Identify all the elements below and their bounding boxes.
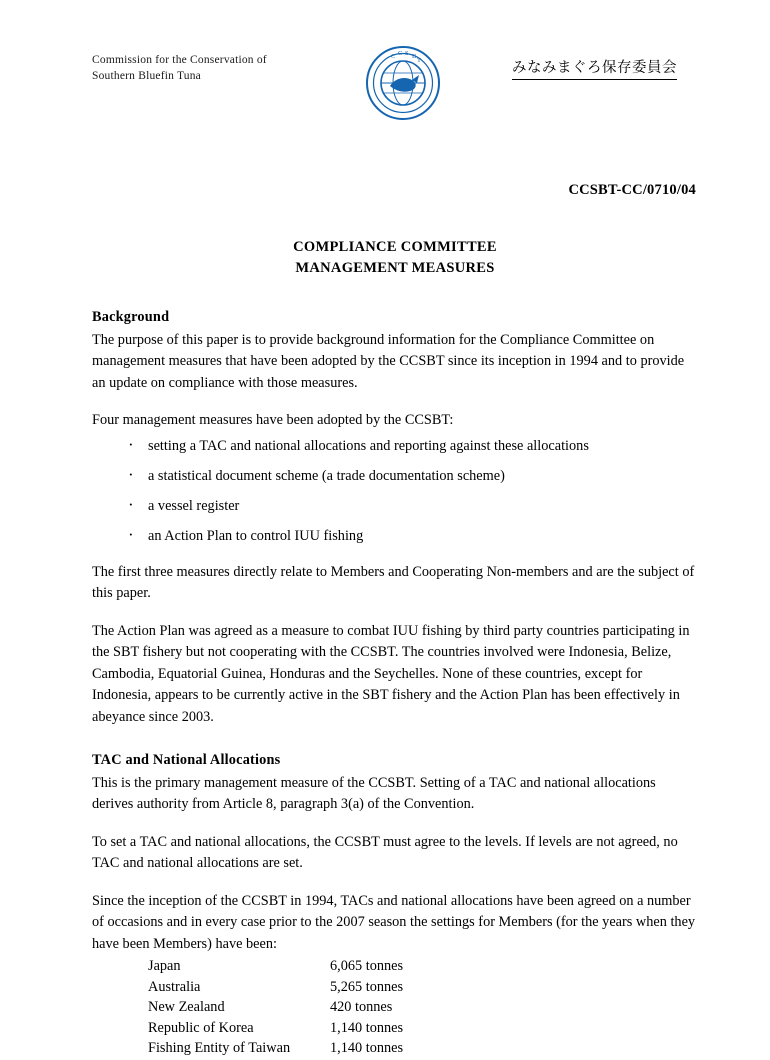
- tac-paragraph-1: This is the primary management measure of the CCSBT. Setting of a TAC and national allocations derives authority from Article 8, paragraph 3(a) of the Convention.: [92, 774, 656, 812]
- allocation-amount: 1,140 tonnes: [330, 1040, 404, 1056]
- document-code: CCSBT-CC/0710/04: [568, 182, 696, 198]
- table-row: [148, 978, 403, 999]
- document-header: [92, 44, 698, 126]
- organisation-name-line2: Southern Bluefin Tuna: [92, 70, 201, 82]
- background-paragraph-4: The Action Plan was agreed as a measure to combat IUU fishing by third party countries participating in the SBT fishery but not cooperating with the CCSBT. The countries involved were Indonesia, Belize, Cambodia, Equatorial Guinea, Honduras and the Seychelles. None of these countries, except for Indonesia, appears to be currently active in the SBT fishery and the Action Plan has been effectively in abeyance since 2003.: [92, 622, 690, 725]
- allocation-amount: 1,140 tonnes: [330, 1019, 404, 1036]
- management-measures-list: [92, 436, 698, 546]
- allocation-amount: 420 tonnes: [330, 999, 393, 1015]
- section-heading-tac: TAC and National Allocations: [92, 752, 281, 768]
- ccsbt-globe-logo-icon: [364, 44, 442, 122]
- tac-paragraph-2: To set a TAC and national allocations, the CCSBT must agree to the levels. If levels are not agreed, no TAC and national allocations are set.: [92, 833, 678, 871]
- allocation-country: Australia: [148, 978, 201, 995]
- svg-text:C: C: [391, 53, 396, 60]
- allocation-country: New Zealand: [148, 999, 225, 1015]
- table-row: [148, 1019, 403, 1040]
- allocation-country: Fishing Entity of Taiwan: [148, 1040, 291, 1056]
- background-paragraph-3: The first three measures directly relate to Members and Cooperating Non-members and are the subject of this paper.: [92, 563, 695, 601]
- document-title-line2: MANAGEMENT MEASURES: [295, 260, 495, 276]
- national-allocations-table: [148, 957, 403, 1060]
- table-row: [148, 1039, 403, 1060]
- list-item: · a vessel register: [92, 496, 698, 516]
- document-body: [92, 307, 698, 1060]
- svg-text:T: T: [417, 57, 421, 64]
- allocation-amount: 6,065 tonnes: [330, 958, 404, 974]
- section-heading-background: Background: [92, 309, 170, 325]
- table-row: [148, 957, 403, 978]
- svg-text:S: S: [405, 50, 409, 57]
- allocation-country: Japan: [148, 958, 181, 974]
- allocation-amount: 5,265 tonnes: [330, 978, 404, 995]
- allocation-country: Republic of Korea: [148, 1019, 254, 1036]
- svg-text:B: B: [412, 53, 417, 60]
- japanese-organisation-title: みなみまぐろ保存委員会: [512, 56, 677, 80]
- background-paragraph-1: The purpose of this paper is to provide background information for the Compliance Committee on management measures that have been adopted by the CCSBT since its inception in 1994 and to provide an update on compliance with those measures.: [92, 331, 685, 391]
- document-title: [92, 237, 698, 279]
- table-row: [148, 998, 403, 1019]
- svg-text:C: C: [398, 50, 403, 57]
- background-paragraph-2: Four management measures have been adopted by the CCSBT:: [92, 412, 454, 428]
- tac-paragraph-3: Since the inception of the CCSBT in 1994, TACs and national allocations have been agreed on a number of occasions and in every case prior to the 2007 season the settings for Members (for the years when they have been Members) have been:: [92, 892, 696, 952]
- document-title-line1: COMPLIANCE COMMITTEE: [293, 239, 497, 255]
- list-item: · an Action Plan to control IUU fishing: [92, 526, 698, 546]
- list-item: · setting a TAC and national allocations and reporting against these allocations: [92, 436, 698, 456]
- list-item: · a statistical document scheme (a trade documentation scheme): [92, 466, 698, 486]
- organisation-name: [92, 52, 352, 84]
- organisation-name-line1: Commission for the Conservation of: [92, 54, 267, 66]
